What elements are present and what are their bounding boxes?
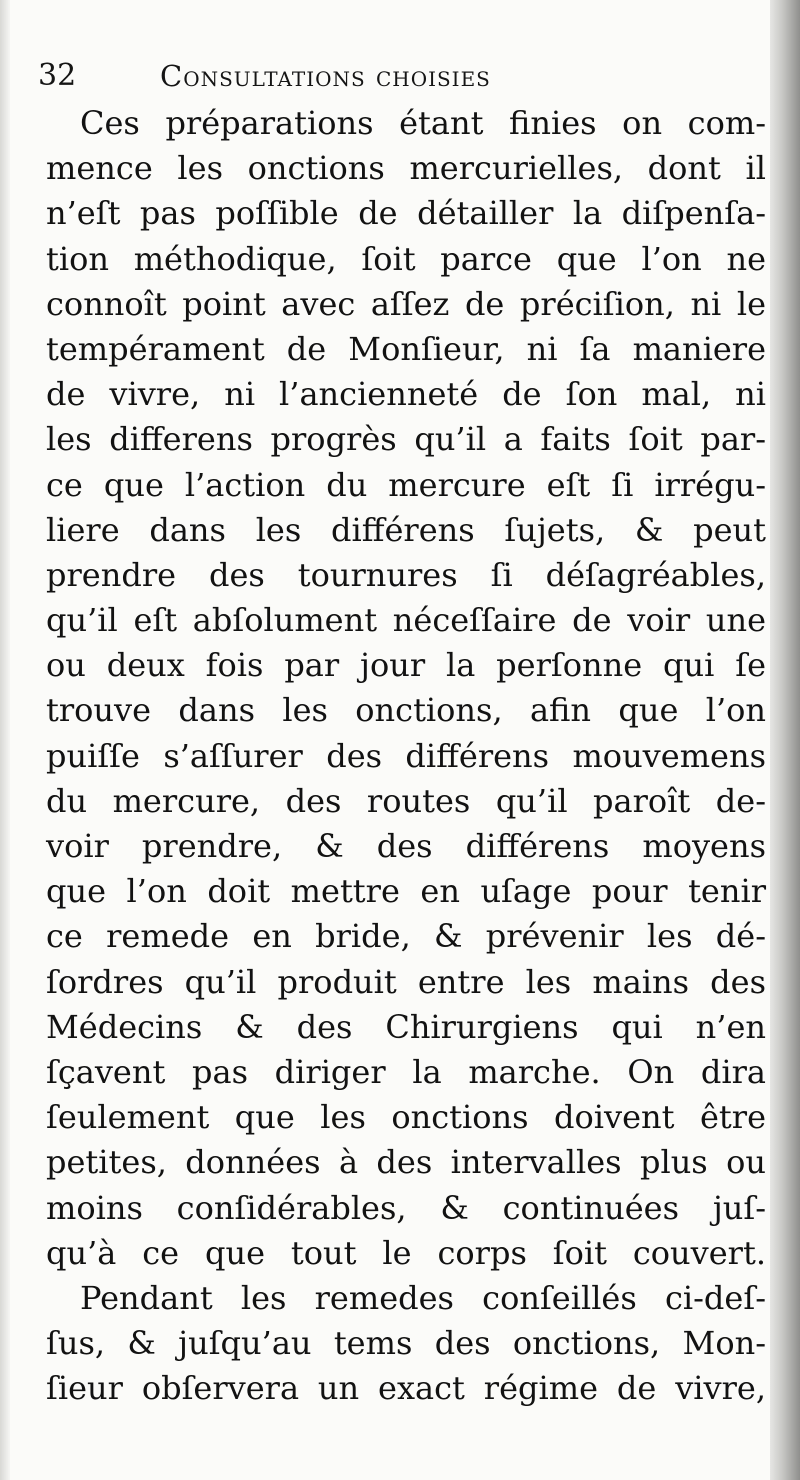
- text-line: ſieur obſervera un exact régime de vivre,: [46, 1369, 766, 1408]
- text-line: les differens progrès qu’il a faits ſoit par-: [46, 420, 766, 459]
- body-text: [46, 101, 766, 1411]
- text-line: ſus, & juſqu’au tems des onctions, Mon-: [46, 1324, 766, 1363]
- text-line: qu’à ce que tout le corps ſoit couvert.: [46, 1233, 766, 1272]
- running-head: Consultations choisies: [160, 59, 491, 93]
- text-line: ce que l’action du mercure eſt ſi irrégu-: [46, 465, 766, 504]
- page-number: 32: [38, 58, 77, 93]
- text-line: tion méthodique, ſoit parce que l’on ne: [46, 239, 766, 278]
- text-line: de vivre, ni l’ancienneté de ſon mal, ni: [46, 375, 766, 414]
- text-line: ſçavent pas diriger la marche. On dira: [46, 1052, 766, 1091]
- page-right-shadow: [770, 0, 800, 1480]
- text-line: Pendant les remedes conſeillés ci-deſ-: [80, 1278, 766, 1317]
- text-line: petites, données à des intervalles plus ou: [46, 1143, 766, 1182]
- text-line: voir prendre, & des différens moyens: [46, 827, 766, 865]
- text-line: moins conſidérables, & continuées juſ-: [46, 1188, 766, 1227]
- text-line: Ces préparations étant finies on com-: [80, 104, 766, 142]
- text-line: connoît point avec aſſez de préciſion, ni le: [46, 284, 766, 323]
- page-left-shadow: [0, 0, 10, 1480]
- text-line: n’eſt pas poſſible de détailler la diſpenſa-: [46, 194, 766, 233]
- text-line: tempérament de Monſieur, ni ſa maniere: [46, 329, 766, 368]
- text-line: liere dans les différens ſujets, & peut: [46, 510, 766, 549]
- text-line: Médecins & des Chirurgiens qui n’en: [46, 1007, 766, 1046]
- page-header: [38, 56, 758, 96]
- text-line: ou deux fois par jour la perſonne qui ſe: [46, 646, 766, 685]
- text-line: trouve dans les onctions, afin que l’on: [46, 691, 766, 730]
- text-line: qu’il eſt abſolument néceſſaire de voir une: [46, 601, 766, 640]
- text-line: ſeulement que les onctions doivent être: [46, 1098, 766, 1137]
- text-line: prendre des tournures ſi déſagréables,: [46, 555, 766, 594]
- text-line: ſordres qu’il produit entre les mains des: [46, 962, 766, 1001]
- text-line: que l’on doit mettre en uſage pour tenir: [46, 872, 766, 911]
- text-line: du mercure, des routes qu’il paroît de-: [46, 781, 766, 820]
- text-line: puiſſe s’aſſurer des différens mouvemens: [46, 736, 766, 775]
- text-line: ce remede en bride, & prévenir les dé-: [46, 917, 766, 956]
- text-line: mence les onctions mercurielles, dont il: [46, 149, 766, 188]
